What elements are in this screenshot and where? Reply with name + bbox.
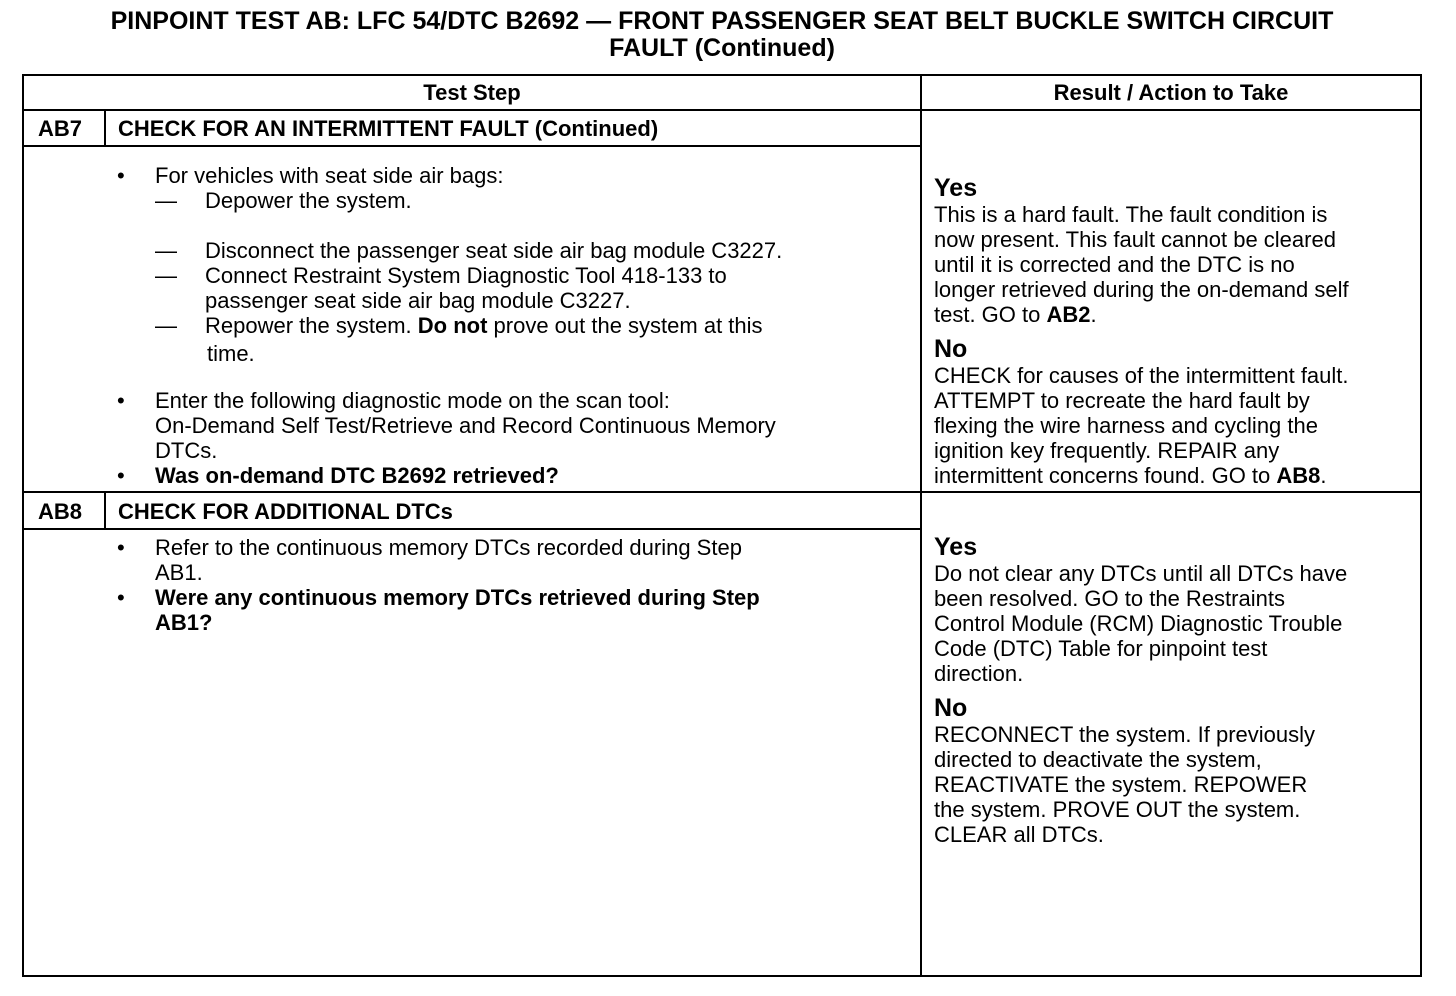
column-divider: [920, 74, 922, 977]
ab8-no-line-5: CLEAR all DTCs.: [934, 822, 1104, 847]
ab7-no-label: No: [934, 335, 968, 363]
ab7-yes-line-1: This is a hard fault. The fault condition is: [934, 202, 1328, 227]
ab7-bullet-2a: Enter the following diagnostic mode on the scan tool:: [155, 388, 670, 413]
ab8-yes-line-1: Do not clear any DTCs until all DTCs have: [934, 561, 1348, 586]
header-result-action: Result / Action to Take: [1053, 80, 1289, 105]
ab7-id-divider: [104, 110, 106, 146]
ab8-id-divider: [104, 492, 106, 529]
ab7-no-last-pre: intermittent concerns found. GO to: [934, 463, 1277, 488]
ab7-bullet-2c: DTCs.: [155, 438, 218, 463]
ab7-dash-marker-1: —: [155, 188, 177, 213]
ab7-yes-line-3: until it is corrected and the DTC is no: [934, 252, 1295, 277]
ab8-step-heading: CHECK FOR ADDITIONAL DTCs: [118, 499, 453, 524]
ab7-no-line-5: [934, 463, 1327, 488]
ab8-bullet-1b: AB1.: [155, 560, 203, 585]
ab7-no-line-3: flexing the wire harness and cycling the: [934, 413, 1318, 438]
ab7-dash-marker-3: —: [155, 263, 177, 288]
ab7-dash-marker-2: —: [155, 238, 177, 263]
ab7-dash-4a-pre: Repower the system.: [205, 313, 418, 338]
ab8-yes-line-5: direction.: [934, 661, 1024, 686]
ab8-yes-label: Yes: [934, 533, 978, 561]
ab8-no-line-2: directed to deactivate the system,: [934, 747, 1262, 772]
row-divider: [22, 491, 1422, 493]
ab7-yes-goto-ab2: AB2: [1046, 302, 1091, 327]
ab7-yes-line-2: now present. This fault cannot be cleared: [934, 227, 1336, 252]
ab7-dash-2: Disconnect the passenger seat side air bag module C3227.: [205, 238, 783, 263]
title-line-2: FAULT (Continued): [609, 34, 835, 62]
ab8-no-line-1: RECONNECT the system. If previously: [934, 722, 1316, 747]
ab7-yes-line-4: longer retrieved during the on-demand self: [934, 277, 1349, 302]
ab8-yes-line-3: Control Module (RCM) Diagnostic Trouble: [934, 611, 1343, 636]
ab8-bullet-2a: Were any continuous memory DTCs retrieved during Step: [155, 585, 760, 610]
ab8-yes-line-2: been resolved. GO to the Restraints: [934, 586, 1285, 611]
ab7-heading-divider: [22, 145, 922, 147]
ab8-no-line-3: REACTIVATE the system. REPOWER: [934, 772, 1308, 797]
ab7-bullet-marker-2: •: [117, 388, 125, 413]
ab7-bullet-marker-1: •: [117, 163, 125, 188]
ab7-bullet-3: Was on-demand DTC B2692 retrieved?: [155, 463, 559, 488]
ab7-dash-4a: [205, 313, 763, 338]
ab8-step-id: AB8: [38, 499, 83, 524]
ab7-step-id: AB7: [38, 116, 83, 141]
ab8-yes-line-4: Code (DTC) Table for pinpoint test: [934, 636, 1268, 661]
ab7-dash-3b: passenger seat side air bag module C3227.: [205, 288, 631, 313]
ab7-yes-line-5: [934, 302, 1097, 327]
ab8-no-label: No: [934, 694, 968, 722]
ab7-dash-1: Depower the system.: [205, 188, 412, 213]
ab7-step-heading: CHECK FOR AN INTERMITTENT FAULT (Continued): [118, 116, 659, 141]
ab8-bullet-marker-2: •: [117, 585, 125, 610]
ab8-no-line-4: the system. PROVE OUT the system.: [934, 797, 1301, 822]
ab7-bullet-1: For vehicles with seat side air bags:: [155, 163, 504, 188]
ab7-dash-3a: Connect Restraint System Diagnostic Tool 418-133 to: [205, 263, 727, 288]
ab7-dash-4a-post: prove out the system at this: [487, 313, 763, 338]
ab7-no-line-1: CHECK for causes of the intermittent fault.: [934, 363, 1349, 388]
ab7-bullet-2b: On-Demand Self Test/Retrieve and Record Continuous Memory: [155, 413, 776, 438]
ab7-yes-label: Yes: [934, 174, 978, 202]
ab7-no-last-post: .: [1320, 463, 1327, 488]
ab7-dash-4a-bold: Do not: [417, 313, 488, 338]
ab7-no-goto-ab8: AB8: [1276, 463, 1321, 488]
ab8-bullet-2b: AB1?: [155, 610, 213, 635]
ab7-no-line-2: ATTEMPT to recreate the hard fault by: [934, 388, 1310, 413]
ab7-yes-last-pre: test. GO to: [934, 302, 1047, 327]
ab7-yes-last-post: .: [1090, 302, 1097, 327]
ab7-no-line-4: ignition key frequently. REPAIR any: [934, 438, 1280, 463]
page-title: [0, 8, 1444, 62]
header-test-step: Test Step: [423, 80, 521, 105]
ab8-bullet-marker-1: •: [117, 535, 125, 560]
ab7-bullet-marker-3: •: [117, 463, 125, 488]
ab7-dash-marker-4: —: [155, 313, 177, 338]
ab7-dash-4b: time.: [207, 341, 255, 366]
ab8-heading-divider: [22, 528, 922, 530]
ab8-bullet-1a: Refer to the continuous memory DTCs recorded during Step: [155, 535, 742, 560]
header-divider: [22, 109, 1422, 111]
title-line-1: PINPOINT TEST AB: LFC 54/DTC B2692 — FRONT PASSENGER SEAT BELT BUCKLE SWITCH CIRCUIT: [110, 7, 1334, 35]
